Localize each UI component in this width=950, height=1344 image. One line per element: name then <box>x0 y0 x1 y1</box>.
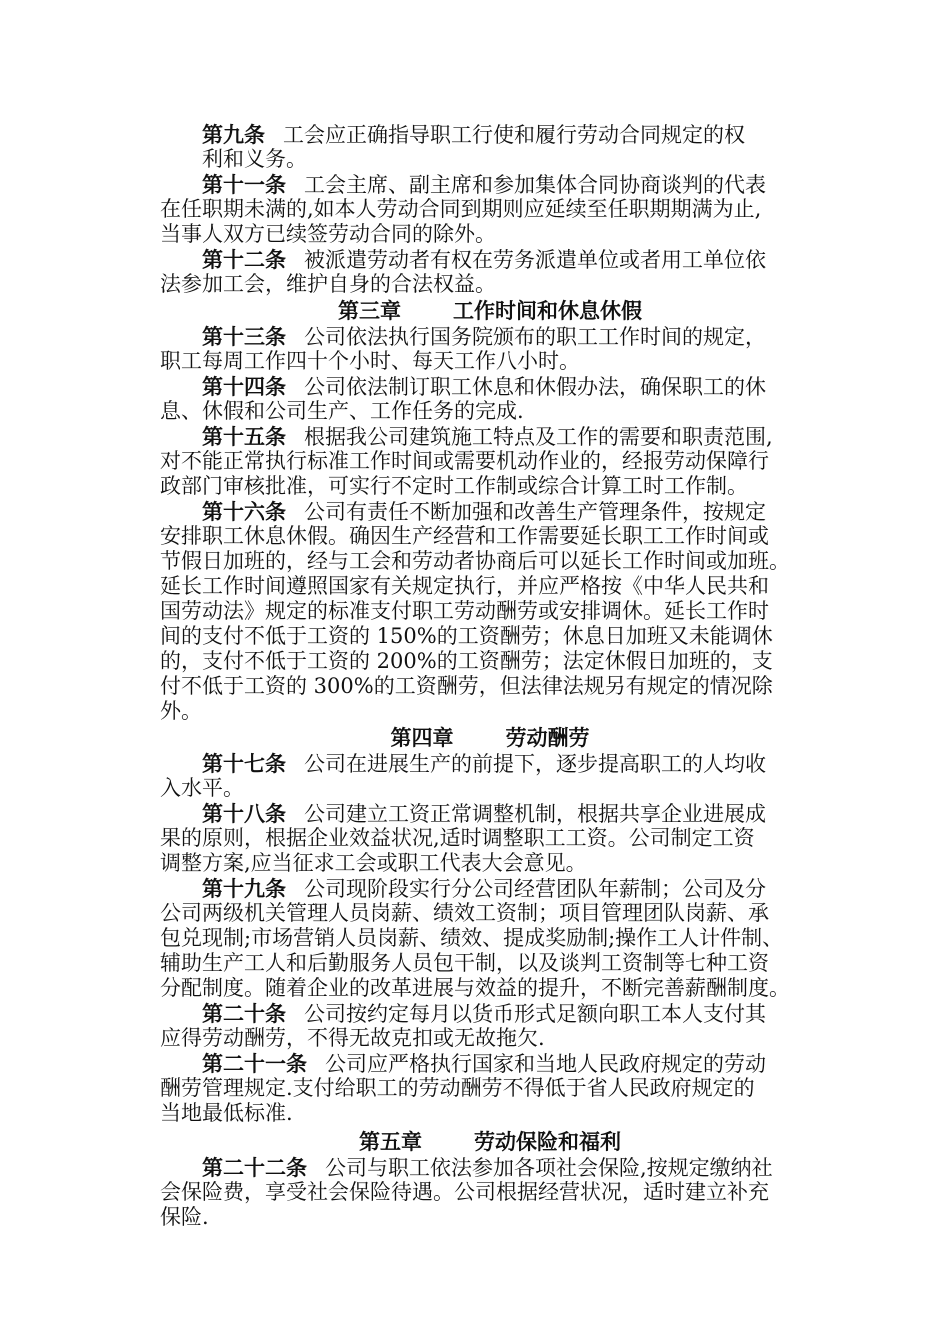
chapter-heading <box>160 297 820 324</box>
article-text: 对不能正常执行标准工作时间或需要机动作业的，经报劳动保障行 <box>160 449 769 473</box>
article-text: 公司建立工资正常调整机制，根据共享企业进展成 <box>304 802 766 826</box>
article-label: 第二十条 <box>202 1001 286 1026</box>
chapter-title: 劳动保险和福利 <box>474 1129 621 1154</box>
article-text: 果的原则，根据企业效益状况,适时调整职工工资。公司制定工资 <box>160 826 755 850</box>
article-text: 法参加工会，维护自身的合法权益。 <box>160 272 496 296</box>
article-19 <box>160 876 820 1001</box>
article-text: 工会主席、副主席和参加集体合同协商谈判的代表 <box>304 173 766 197</box>
article-text: 分配制度。随着企业的改革进展与效益的提升，不断完善薪酬制度。 <box>160 976 790 1000</box>
article-21 <box>160 1051 820 1126</box>
article-text: 公司应严格执行国家和当地人民政府规定的劳动 <box>325 1052 766 1076</box>
chapter-heading <box>160 724 820 751</box>
article-text: 国劳动法》规定的标准支付职工劳动酬劳或安排调休。延长工作时 <box>160 599 769 623</box>
article-label: 第十四条 <box>202 374 286 399</box>
article-text: 当地最低标准. <box>160 1101 293 1125</box>
article-text: 会保险费，享受社会保险待遇。公司根据经营状况，适时建立补充 <box>160 1180 769 1204</box>
article-9 <box>160 122 820 172</box>
article-text: 公司在进展生产的前提下，逐步提高职工的人均收 <box>304 752 766 776</box>
article-label: 第十一条 <box>202 172 286 197</box>
article-label: 第十二条 <box>202 247 286 272</box>
article-text: 公司依法执行国务院颁布的职工工作时间的规定， <box>304 325 766 349</box>
article-label: 第十八条 <box>202 801 286 826</box>
article-text: 被派遣劳动者有权在劳务派遣单位或者用工单位依 <box>304 248 766 272</box>
article-14 <box>160 374 820 424</box>
article-text: 公司两级机关管理人员岗薪、绩效工资制；项目管理团队岗薪、承 <box>160 901 769 925</box>
article-text: 延长工作时间遵照国家有关规定执行，并应严格按《中华人民共和 <box>160 574 769 598</box>
article-text: 入水平。 <box>160 776 244 800</box>
article-text: 公司现阶段实行分公司经营团队年薪制；公司及分 <box>304 877 766 901</box>
article-text: 根据我公司建筑施工特点及工作的需要和职责范围, <box>304 425 773 449</box>
article-label: 第九条 <box>202 122 265 147</box>
article-17 <box>160 751 820 801</box>
article-text: 的，支付不低于工资的 200%的工资酬劳；法定休假日加班的，支 <box>160 649 773 673</box>
article-text: 节假日加班的，经与工会和劳动者协商后可以延长工作时间或加班。 <box>160 549 790 573</box>
article-text: 酬劳管理规定.支付给职工的劳动酬劳不得低于省人民政府规定的 <box>160 1076 755 1100</box>
article-text: 公司依法制订职工休息和休假办法，确保职工的休 <box>304 375 766 399</box>
article-text: 包兑现制;市场营销人员岗薪、绩效、提成奖励制;操作工人计件制、 <box>160 926 784 950</box>
article-text: 外。 <box>160 699 202 723</box>
article-label: 第十七条 <box>202 751 286 776</box>
article-12 <box>160 247 820 297</box>
article-label: 第十九条 <box>202 876 286 901</box>
article-label: 第二十一条 <box>202 1051 307 1076</box>
article-text: 职工每周工作四十个小时、每天工作八小时。 <box>160 349 580 373</box>
chapter-number: 第三章 <box>338 298 401 323</box>
article-text: 间的支付不低于工资的 150%的工资酬劳；休息日加班又未能调休 <box>160 624 773 648</box>
document-page <box>160 122 820 1230</box>
article-label: 第二十二条 <box>202 1155 307 1180</box>
article-label: 第十五条 <box>202 424 286 449</box>
article-text: 安排职工休息休假。确因生产经营和工作需要延长职工工作时间或 <box>160 524 769 548</box>
article-text: 付不低于工资的 300%的工资酬劳，但法律法规另有规定的情况除 <box>160 674 773 698</box>
article-text: 公司与职工依法参加各项社会保险,按规定缴纳社 <box>325 1156 773 1180</box>
article-text: 在任职期未满的,如本人劳动合同到期则应延续至任职期期满为止, <box>160 197 762 221</box>
article-text: 工会应正确指导职工行使和履行劳动合同规定的权 <box>283 123 745 147</box>
article-text: 政部门审核批准，可实行不定时工作制或综合计算工时工作制。 <box>160 474 748 498</box>
chapter-number: 第四章 <box>390 725 454 750</box>
article-text: 应得劳动酬劳，不得无故克扣或无故拖欠. <box>160 1026 545 1050</box>
article-15 <box>160 424 820 499</box>
article-18 <box>160 801 820 876</box>
article-text: 息、休假和公司生产、工作任务的完成. <box>160 399 524 423</box>
article-11 <box>160 172 820 247</box>
article-20 <box>160 1001 820 1051</box>
chapter-title: 劳动酬劳 <box>505 725 590 750</box>
article-text: 保险. <box>160 1205 209 1229</box>
article-text: 调整方案,应当征求工会或职工代表大会意见。 <box>160 851 587 875</box>
chapter-heading <box>160 1128 820 1155</box>
chapter-number: 第五章 <box>359 1129 422 1154</box>
article-text: 当事人双方已续签劳动合同的除外。 <box>160 222 496 246</box>
article-label: 第十三条 <box>202 324 286 349</box>
article-16 <box>160 499 820 724</box>
chapter-title: 工作时间和休息休假 <box>453 298 642 323</box>
article-text: 公司有责任不断加强和改善生产管理条件，按规定 <box>304 500 766 524</box>
article-label: 第十六条 <box>202 499 286 524</box>
article-text: 辅助生产工人和后勤服务人员包干制，以及谈判工资制等七种工资 <box>160 951 769 975</box>
article-text: 公司按约定每月以货币形式足额向职工本人支付其 <box>304 1002 766 1026</box>
article-13 <box>160 324 820 374</box>
article-22 <box>160 1155 820 1230</box>
article-text: 利和义务。 <box>202 147 307 171</box>
